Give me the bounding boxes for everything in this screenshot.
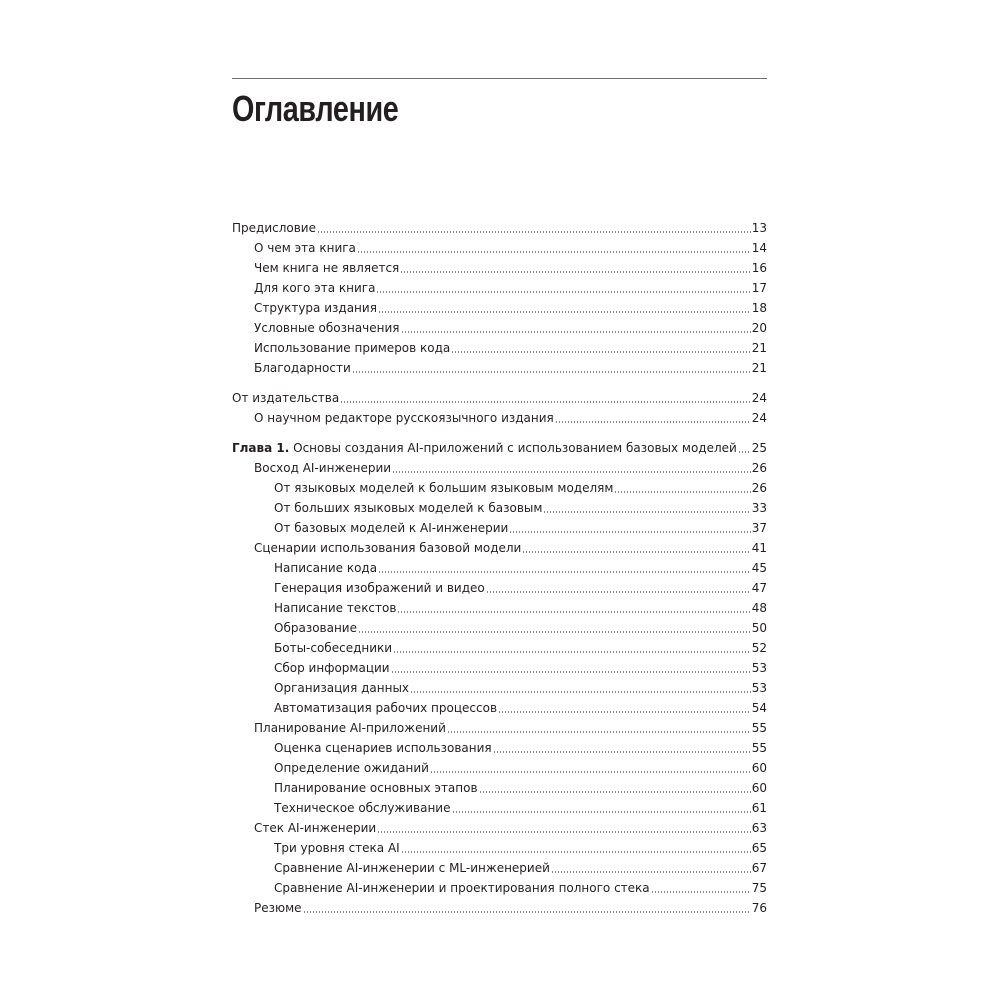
toc-entry-label: Боты-собеседники bbox=[274, 641, 393, 655]
dot-leader bbox=[392, 471, 751, 473]
toc-entry-label: Генерация изображений и видео bbox=[274, 581, 485, 595]
toc-group bbox=[232, 218, 767, 378]
toc-entry-title bbox=[254, 298, 377, 318]
dot-leader bbox=[479, 791, 751, 793]
page-number: 54 bbox=[751, 701, 767, 715]
dot-leader bbox=[397, 611, 750, 613]
page-number: 60 bbox=[751, 761, 767, 775]
toc-entry-label: Планирование AI-приложений bbox=[254, 721, 446, 735]
toc-entry-label: Основы создания AI-приложений с использованием базовых моделей bbox=[293, 441, 737, 455]
toc-entry-title bbox=[254, 538, 521, 558]
toc-entry[interactable] bbox=[232, 898, 767, 918]
toc-group bbox=[232, 388, 767, 428]
toc-entry-label: О чем эта книга bbox=[254, 241, 356, 255]
toc-entry-title bbox=[254, 818, 376, 838]
toc-entry-title bbox=[254, 238, 356, 258]
toc-entry-title bbox=[254, 278, 375, 298]
page-number: 18 bbox=[751, 301, 767, 315]
toc-entry[interactable] bbox=[232, 498, 767, 518]
toc-entry-label: О научном редакторе русскоязычного издания bbox=[254, 411, 554, 425]
toc-entry-title bbox=[274, 838, 400, 858]
toc-entry[interactable] bbox=[232, 238, 767, 258]
dot-leader bbox=[551, 871, 751, 873]
toc-entry[interactable] bbox=[232, 638, 767, 658]
toc-entry[interactable] bbox=[232, 218, 767, 238]
toc-entry-label: От больших языковых моделей к базовым bbox=[274, 501, 543, 515]
toc-entry[interactable] bbox=[232, 598, 767, 618]
toc-entry[interactable] bbox=[232, 318, 767, 338]
dot-leader bbox=[410, 691, 751, 693]
toc-entry-label: Стек AI-инженерии bbox=[254, 821, 377, 835]
toc-entry[interactable] bbox=[232, 478, 767, 498]
toc-entry[interactable] bbox=[232, 578, 767, 598]
toc-entry-label: Сравнение AI-инженерии с ML-инженерией bbox=[274, 861, 550, 875]
dot-leader bbox=[401, 851, 751, 853]
toc-entry[interactable] bbox=[232, 338, 767, 358]
toc-entry-title bbox=[274, 778, 478, 798]
page-number: 55 bbox=[751, 721, 767, 735]
toc-entry-title bbox=[254, 338, 450, 358]
page-number: 65 bbox=[751, 841, 767, 855]
toc-entry[interactable] bbox=[232, 458, 767, 478]
toc-entry-label: Благодарности bbox=[254, 361, 351, 375]
toc-entry-title bbox=[274, 678, 409, 698]
dot-leader bbox=[340, 401, 751, 403]
page-number: 53 bbox=[751, 661, 767, 675]
toc-entry[interactable] bbox=[232, 518, 767, 538]
toc-entry[interactable] bbox=[232, 298, 767, 318]
toc-entry-title bbox=[274, 698, 497, 718]
toc-entry-label: Определение ожиданий bbox=[274, 761, 429, 775]
toc-entry[interactable] bbox=[232, 438, 767, 458]
toc-entry[interactable] bbox=[232, 758, 767, 778]
dot-leader bbox=[357, 251, 751, 253]
page-number: 16 bbox=[751, 261, 767, 275]
toc-entry-label: Написание текстов bbox=[274, 601, 397, 615]
toc-entry-title bbox=[254, 718, 446, 738]
page-number: 24 bbox=[751, 391, 767, 405]
toc-entry[interactable] bbox=[232, 838, 767, 858]
toc-entry[interactable] bbox=[232, 878, 767, 898]
dot-leader bbox=[377, 831, 751, 833]
toc-entry[interactable] bbox=[232, 618, 767, 638]
page-number: 61 bbox=[751, 801, 767, 815]
toc-entry[interactable] bbox=[232, 278, 767, 298]
page-number: 41 bbox=[751, 541, 767, 555]
toc-entry[interactable] bbox=[232, 558, 767, 578]
toc-entry[interactable] bbox=[232, 678, 767, 698]
page-number: 53 bbox=[751, 681, 767, 695]
toc-entry-title bbox=[254, 458, 391, 478]
dot-leader bbox=[543, 511, 750, 513]
toc-entry[interactable] bbox=[232, 658, 767, 678]
toc-entry-label: Резюме bbox=[254, 901, 302, 915]
toc-group bbox=[232, 438, 767, 918]
toc-entry-label: Три уровня стека AI bbox=[274, 841, 400, 855]
toc-entry-label: Чем книга не является bbox=[254, 261, 400, 275]
page-number: 20 bbox=[751, 321, 767, 335]
page-number: 37 bbox=[751, 521, 767, 535]
dot-leader bbox=[509, 531, 750, 533]
toc-entry-label: Планирование основных этапов bbox=[274, 781, 478, 795]
toc-entry[interactable] bbox=[232, 798, 767, 818]
toc-entry-label: Сбор информации bbox=[274, 661, 390, 675]
dot-leader bbox=[614, 491, 750, 493]
dot-leader bbox=[352, 371, 751, 373]
dot-leader bbox=[451, 351, 750, 353]
page-number: 75 bbox=[751, 881, 767, 895]
toc-entry[interactable] bbox=[232, 408, 767, 428]
toc-entry-label: Восход AI-инженерии bbox=[254, 461, 392, 475]
toc-entry[interactable] bbox=[232, 778, 767, 798]
page-number: 67 bbox=[751, 861, 767, 875]
toc-entry-label: Образование bbox=[274, 621, 357, 635]
toc-entry-title bbox=[254, 408, 554, 428]
header-rule bbox=[232, 78, 767, 79]
page-number: 33 bbox=[751, 501, 767, 515]
toc-entry-title bbox=[232, 218, 316, 238]
dot-leader bbox=[303, 911, 751, 913]
toc-entry-label: Использование примеров кода bbox=[254, 341, 451, 355]
dot-leader bbox=[401, 331, 751, 333]
toc-entry-title bbox=[274, 558, 377, 578]
page-number: 45 bbox=[751, 561, 767, 575]
page-number: 47 bbox=[751, 581, 767, 595]
toc-entry[interactable] bbox=[232, 698, 767, 718]
toc-entry-title bbox=[274, 798, 451, 818]
dot-leader bbox=[378, 571, 751, 573]
page-number: 48 bbox=[751, 601, 767, 615]
page-number: 76 bbox=[751, 901, 767, 915]
dot-leader bbox=[493, 751, 751, 753]
toc-entry-title bbox=[274, 478, 613, 498]
toc-entry-label: От языковых моделей к большим языковым моделям bbox=[274, 481, 614, 495]
dot-leader bbox=[393, 651, 751, 653]
toc-entry-label: От издательства bbox=[232, 391, 340, 405]
toc-entry-title bbox=[254, 898, 302, 918]
toc-entry-label: Для кого эта книга bbox=[254, 281, 376, 295]
toc-entry[interactable] bbox=[232, 738, 767, 758]
toc-entry-label: От базовых моделей к AI-инженерии bbox=[274, 521, 509, 535]
dot-leader bbox=[738, 451, 751, 453]
dot-leader bbox=[522, 551, 750, 553]
table-of-contents bbox=[232, 218, 767, 928]
toc-entry-title bbox=[254, 258, 399, 278]
page-number: 25 bbox=[751, 441, 767, 455]
toc-entry-title bbox=[232, 388, 339, 408]
toc-entry-title bbox=[274, 638, 392, 658]
dot-leader bbox=[498, 711, 751, 713]
dot-leader bbox=[452, 811, 751, 813]
page-number: 50 bbox=[751, 621, 767, 635]
dot-leader bbox=[447, 731, 751, 733]
toc-entry-label: Предисловие bbox=[232, 221, 316, 235]
toc-entry-label: Автоматизация рабочих процессов bbox=[274, 701, 498, 715]
page-number: 26 bbox=[751, 461, 767, 475]
page-number: 21 bbox=[751, 341, 767, 355]
toc-entry-label: Структура издания bbox=[254, 301, 377, 315]
toc-entry-label: Оценка сценариев использования bbox=[274, 741, 492, 755]
toc-entry-label: Условные обозначения bbox=[254, 321, 400, 335]
toc-entry[interactable] bbox=[232, 258, 767, 278]
page-number: 14 bbox=[751, 241, 767, 255]
page-number: 24 bbox=[751, 411, 767, 425]
page-number: 52 bbox=[751, 641, 767, 655]
dot-leader bbox=[400, 271, 750, 273]
dot-leader bbox=[376, 291, 750, 293]
dot-leader bbox=[555, 421, 751, 423]
toc-entry-title bbox=[274, 618, 357, 638]
page-number: 55 bbox=[751, 741, 767, 755]
toc-entry[interactable] bbox=[232, 538, 767, 558]
dot-leader bbox=[358, 631, 751, 633]
toc-entry-label: Сравнение AI-инженерии и проектирования полного стека bbox=[274, 881, 650, 895]
toc-entry[interactable] bbox=[232, 718, 767, 738]
toc-entry-title bbox=[232, 438, 737, 458]
page-number: 13 bbox=[751, 221, 767, 235]
toc-entry-title bbox=[274, 738, 492, 758]
toc-entry-label: Организация данных bbox=[274, 681, 410, 695]
page-number: 17 bbox=[751, 281, 767, 295]
toc-entry-title bbox=[274, 878, 650, 898]
toc-entry-title bbox=[274, 518, 508, 538]
toc-entry[interactable] bbox=[232, 358, 767, 378]
dot-leader bbox=[378, 311, 751, 313]
toc-entry-title bbox=[274, 598, 396, 618]
toc-entry-title bbox=[254, 358, 351, 378]
toc-entry-label: Сценарии использования базовой модели bbox=[254, 541, 522, 555]
page-number: 60 bbox=[751, 781, 767, 795]
dot-leader bbox=[486, 591, 751, 593]
toc-entry-title bbox=[274, 578, 485, 598]
toc-entry[interactable] bbox=[232, 388, 767, 408]
toc-entry-title bbox=[254, 318, 400, 338]
toc-entry[interactable] bbox=[232, 818, 767, 838]
dot-leader bbox=[651, 891, 751, 893]
dot-leader bbox=[430, 771, 751, 773]
toc-entry-title bbox=[274, 658, 390, 678]
dot-leader bbox=[391, 671, 751, 673]
toc-entry-title bbox=[274, 858, 550, 878]
page-number: 21 bbox=[751, 361, 767, 375]
dot-leader bbox=[317, 231, 751, 233]
page-title: Оглавление bbox=[232, 88, 399, 129]
toc-entry-title bbox=[274, 498, 542, 518]
toc-entry[interactable] bbox=[232, 858, 767, 878]
toc-entry-label: Написание кода bbox=[274, 561, 378, 575]
page-number: 26 bbox=[751, 481, 767, 495]
toc-entry-title bbox=[274, 758, 429, 778]
toc-entry-label: Техническое обслуживание bbox=[274, 801, 451, 815]
chapter-number: Глава 1. bbox=[232, 441, 290, 455]
page-number: 63 bbox=[751, 821, 767, 835]
